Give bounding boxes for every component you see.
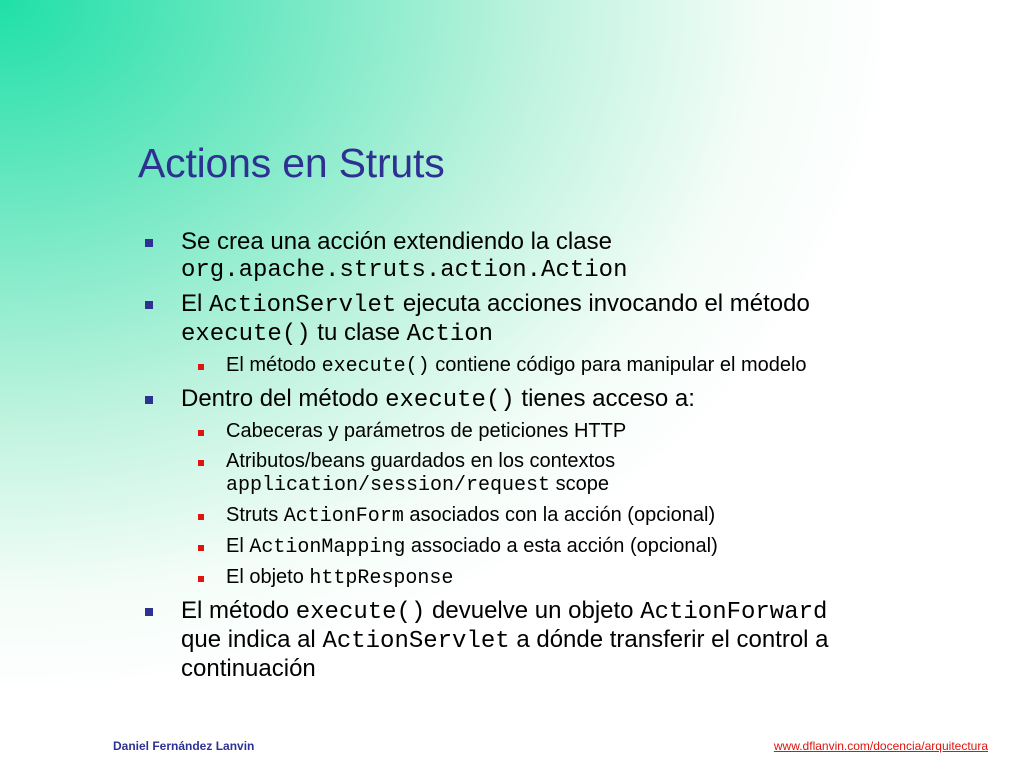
footer-url-link[interactable]: www.dflanvin.com/docencia/arquitectura xyxy=(773,739,988,753)
bullet-text: ejecuta acciones invocando el método xyxy=(396,290,810,317)
bullet-text: El objeto xyxy=(226,566,310,588)
code-text: execute() xyxy=(321,355,430,378)
bullet-text: Dentro del método xyxy=(181,385,386,412)
small-square-bullet-icon xyxy=(198,576,204,582)
sub-bullet-item xyxy=(145,450,995,497)
bullet-text: Atributos/beans guardados en los contextos xyxy=(226,450,616,472)
code-text: Action xyxy=(406,321,494,348)
bullet-text: que indica al xyxy=(181,626,323,653)
bullet-text: El xyxy=(181,290,210,317)
bullet-text: Se crea una acción extendiendo la clase xyxy=(181,228,612,255)
bullet-item xyxy=(145,385,995,414)
bullet-text: Cabeceras y parámetros de peticiones HTTP xyxy=(226,420,627,442)
small-square-bullet-icon xyxy=(198,430,204,436)
bullet-item xyxy=(145,228,995,284)
code-text: application/session/request xyxy=(226,474,551,497)
code-text: ActionServlet xyxy=(209,292,397,319)
square-bullet-icon xyxy=(145,239,153,247)
sub-bullet-item xyxy=(145,535,995,559)
small-square-bullet-icon xyxy=(198,364,204,370)
code-text: httpResponse xyxy=(309,567,454,590)
bullet-text: tu clase xyxy=(310,319,407,346)
code-text: execute() xyxy=(295,599,426,626)
code-text: execute() xyxy=(385,387,515,414)
code-text: ActionMapping xyxy=(249,536,406,559)
code-text: ActionServlet xyxy=(322,628,510,655)
code-text: ActionForward xyxy=(640,599,828,626)
bullet-item xyxy=(145,290,995,348)
bullet-text: a dónde transferir el control a xyxy=(509,626,829,653)
bullet-text: contiene código para manipular el modelo xyxy=(429,354,807,376)
slide-title: Actions en Struts xyxy=(138,140,445,186)
footer-author: Daniel Fernández Lanvin xyxy=(113,739,255,753)
bullet-text: tienes acceso a: xyxy=(514,385,695,412)
bullet-text: asociados con la acción (opcional) xyxy=(403,504,716,526)
bullet-text: devuelve un objeto xyxy=(425,597,641,624)
bullet-text: Struts xyxy=(226,504,284,526)
bullet-text: El método xyxy=(226,354,322,376)
sub-bullet-item xyxy=(145,566,995,590)
bullet-text: scope xyxy=(550,473,609,495)
small-square-bullet-icon xyxy=(198,545,204,551)
sub-bullet-item xyxy=(145,420,995,443)
square-bullet-icon xyxy=(145,301,153,309)
bullet-text: associado a esta acción (opcional) xyxy=(405,535,718,557)
code-text: execute() xyxy=(181,321,311,348)
sub-bullet-item xyxy=(145,504,995,528)
small-square-bullet-icon xyxy=(198,514,204,520)
code-text: org.apache.struts.action.Action xyxy=(181,257,628,284)
code-text: ActionForm xyxy=(283,505,404,528)
bullet-text: El método xyxy=(181,597,296,624)
bullet-item xyxy=(145,597,995,682)
square-bullet-icon xyxy=(145,608,153,616)
sub-bullet-item xyxy=(145,354,995,378)
bullet-text: continuación xyxy=(181,655,316,682)
square-bullet-icon xyxy=(145,396,153,404)
small-square-bullet-icon xyxy=(198,460,204,466)
bullet-text: El xyxy=(226,535,250,557)
slide-content xyxy=(145,228,995,688)
